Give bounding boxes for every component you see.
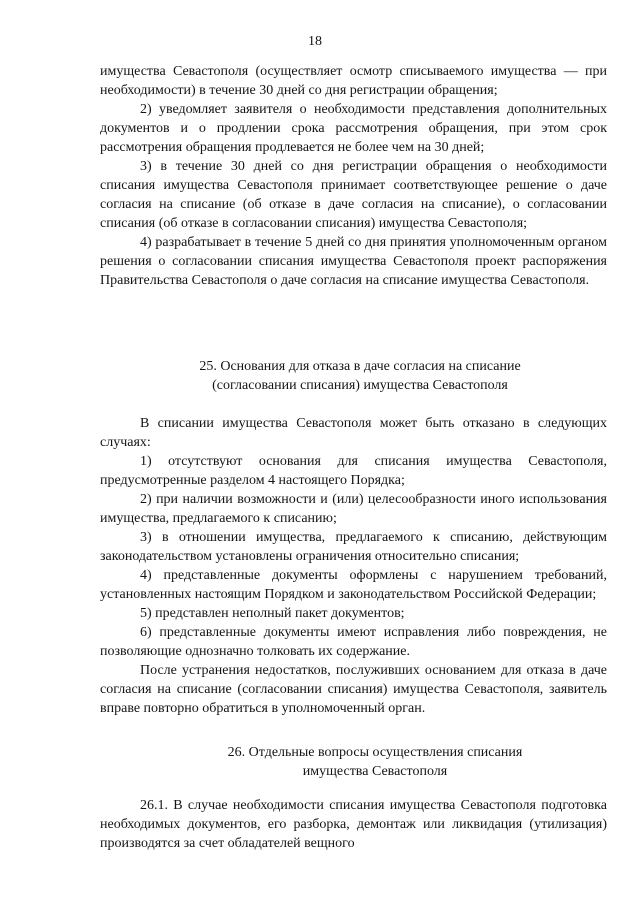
paragraph: 5) представлен неполный пакет документов; <box>140 606 405 621</box>
section-25-body <box>100 414 607 718</box>
paragraph: 4) представленные документы оформлены с нарушением требований, установленных настоящим Порядком и законодательством Российской Федерации; <box>100 568 607 602</box>
section-26-heading <box>105 743 630 781</box>
paragraph: 6) представленные документы имеют исправления либо повреждения, не позволяющие однозначно толковать их содержание. <box>100 625 607 659</box>
paragraph: 1) отсутствуют основания для списания имущества Севастополя, предусмотренные разделом 4 настоящего Порядка; <box>100 454 607 488</box>
paragraph: 4) разрабатывает в течение 5 дней со дня принятия уполномоченным органом решения о согласовании списания имущества Севастополя проект распоряжения Правительства Севастополя о даче согласия на списание имущества Севастополя. <box>100 235 607 288</box>
paragraph: 2) уведомляет заявителя о необходимости представления дополнительных документов и о продлении срока рассмотрения обращения, при этом срок рассмотрения обращения продлевается не более чем на 30 дней; <box>100 102 607 155</box>
paragraph: В списании имущества Севастополя может быть отказано в следующих случаях: <box>100 416 607 450</box>
heading-line: 26. Отдельные вопросы осуществления списания <box>227 745 523 760</box>
heading-line: (согласовании списания) имущества Севастополя <box>212 378 508 393</box>
paragraph: После устранения недостатков, послуживших основанием для отказа в даче согласия на списание (согласовании списания) имущества Севастополя, заявитель вправе повторно обратиться в уполномоченный орган. <box>100 663 607 716</box>
paragraph: имущества Севастополя (осуществляет осмотр списываемого имущества — при необходимости) в течение 30 дней со дня регистрации обращения; <box>100 64 607 98</box>
heading-line: имущества Севастополя <box>302 764 448 779</box>
section-25-heading <box>90 357 630 395</box>
page-number: 18 <box>308 34 322 49</box>
heading-line: 25. Основания для отказа в даче согласия на списание <box>199 359 521 374</box>
section-26-body <box>100 796 607 853</box>
paragraph: 2) при наличии возможности и (или) целесообразности иного использования имущества, предлагаемого к списанию; <box>100 492 607 526</box>
paragraph: 26.1. В случае необходимости списания имущества Севастополя подготовка необходимых документов, его разборка, демонтаж или ликвидация (утилизация) производятся за счет обладателей вещного <box>100 798 607 851</box>
text-block-procedure-steps <box>100 62 607 290</box>
paragraph: 3) в отношении имущества, предлагаемого к списанию, действующим законодательством установлены ограничения относительно списания; <box>100 530 607 564</box>
paragraph: 3) в течение 30 дней со дня регистрации обращения о необходимости списания имущества Севастополя принимает соответствующее решение о даче согласия на списание (об отказе в даче согласия на списание), о согласовании списания (об отказе в согласовании списания) имущества Севастополя; <box>100 159 607 231</box>
